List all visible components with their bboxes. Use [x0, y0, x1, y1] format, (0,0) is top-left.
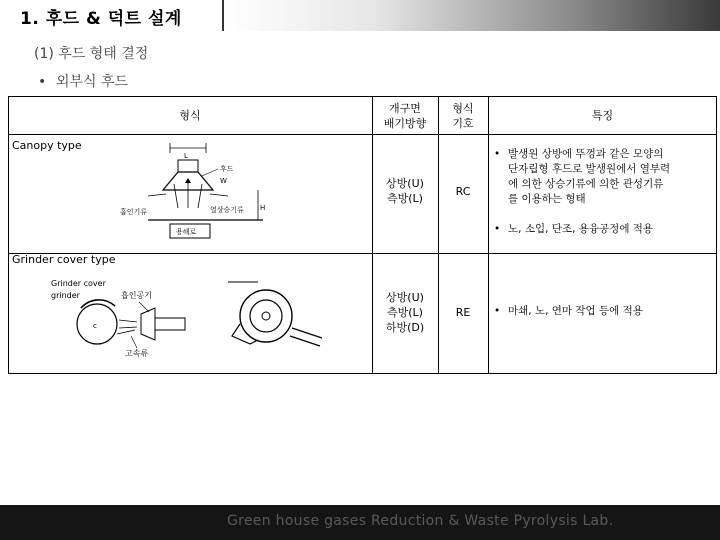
footer-lab-name: Green house gases Reduction & Waste Pyrolysis Lab.: [227, 513, 614, 529]
diagram-label-suction-air: 흡인공기: [121, 291, 152, 300]
title-separator: [222, 0, 224, 31]
header-symbol: [438, 101, 488, 131]
diagram-label-grinder: grinder: [51, 291, 80, 300]
diagram-label-h: H: [260, 204, 266, 212]
header-symbol-line2: 기호: [452, 117, 474, 130]
svg-text:c: c: [93, 322, 97, 330]
table-col-divider: [438, 96, 439, 374]
grinder-cover-diagram: [45, 272, 195, 362]
title-bar: [0, 0, 720, 31]
table-header-rule: [8, 134, 717, 135]
diagram-label-grinder-cover: Grinder cover: [51, 279, 106, 288]
section-bullet-item: [38, 71, 128, 91]
row-direction: [372, 176, 438, 206]
header-feature: 특징: [591, 109, 614, 122]
header-opening: [372, 101, 438, 131]
footer-bar: [0, 505, 720, 540]
diagram-label-l: L: [184, 152, 188, 160]
diagram-label-w: W: [220, 177, 227, 185]
bullet-glyph: •: [38, 74, 47, 90]
canopy-hood-diagram: [118, 138, 278, 248]
direction-line: 측방(L): [387, 306, 423, 319]
feature-bullet: •: [494, 223, 501, 235]
feature-line: 에 의한 상승기류에 의한 관성기류: [508, 178, 664, 190]
section-subtitle: (1) 후드 형태 결정: [34, 46, 149, 62]
feature-bullet: •: [494, 148, 501, 160]
title-gradient-band: [226, 0, 720, 31]
bullet-text: 외부식 후드: [56, 74, 129, 90]
row-direction: [372, 290, 438, 335]
row-type-label: Grinder cover type: [12, 253, 116, 266]
row-symbol: RE: [455, 306, 471, 319]
feature-bullet: •: [494, 305, 501, 317]
direction-line: 상방(U): [386, 177, 424, 190]
feature-line: 마쇄, 노, 연마 작업 등에 적용: [508, 305, 643, 317]
direction-line: 하방(D): [385, 321, 425, 334]
feature-line: 를 이용하는 형태: [508, 193, 586, 205]
direction-line: 측방(L): [387, 192, 423, 205]
header-opening-line1: 개구면: [389, 102, 421, 115]
header-opening-line2: 배기방향: [383, 117, 427, 130]
feature-line: 발생원 상방에 뚜껑과 같은 모양의: [508, 148, 664, 160]
feature-item: [494, 304, 714, 319]
diagram-label-suction: 흡인기류: [120, 208, 148, 216]
grinder-side-diagram: [222, 276, 332, 360]
row-type-label: Canopy type: [12, 139, 82, 152]
diagram-label-furnace: 용해로: [176, 228, 197, 236]
direction-line: 상방(U): [386, 291, 424, 304]
feature-item: [494, 147, 714, 207]
header-symbol-line1: 형식: [452, 102, 474, 115]
feature-line: 노, 소입, 단조, 용융공정에 적용: [508, 223, 654, 235]
feature-item: [494, 222, 714, 237]
page-title: 1. 후드 & 덕트 설계: [20, 9, 182, 29]
diagram-label-hood: 후드: [220, 165, 234, 173]
row-symbol: RC: [455, 185, 471, 198]
diagram-label-high-speed: 고속류: [125, 349, 149, 358]
feature-line: 단자립형 후드로 발생원에서 열부력: [508, 163, 671, 175]
diagram-label-heat-rise: 열상승기류: [210, 206, 244, 214]
table-col-divider: [488, 96, 489, 374]
header-form: 형식: [179, 109, 201, 122]
